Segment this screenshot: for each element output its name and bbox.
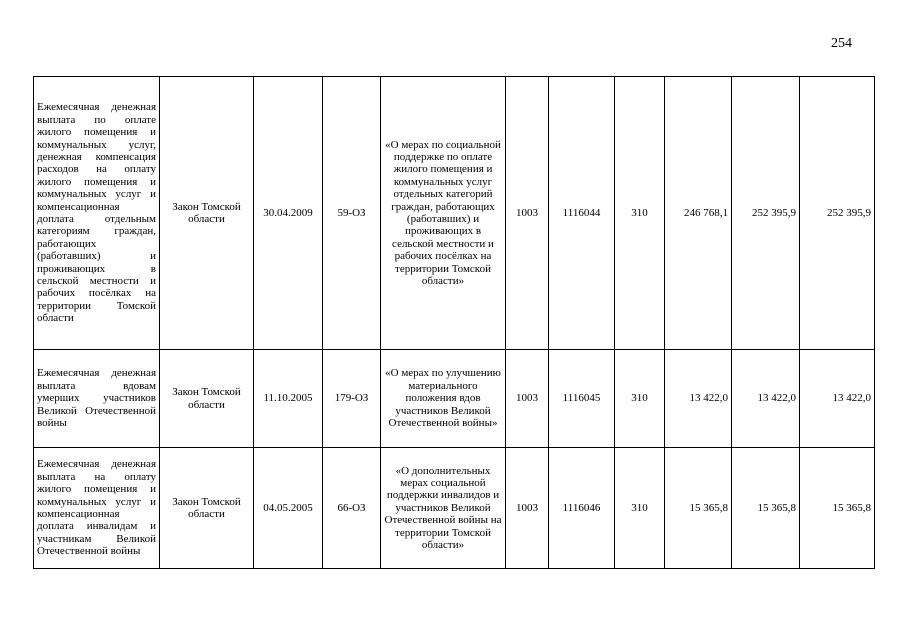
- measure-name-cell: Ежемесячная денежная выплата на оплату жилого помещения и коммунальных услуг и компенсационная доплата инвалидам и участникам Великой Отечественной войны: [34, 448, 160, 569]
- target-code-cell: 1116044: [549, 77, 615, 350]
- law-date-cell: 04.05.2005: [254, 448, 323, 569]
- target-code-cell: 1116045: [549, 350, 615, 448]
- expense-type-cell: 310: [615, 350, 665, 448]
- amount-1-cell: 13 422,0: [665, 350, 732, 448]
- law-title-cell: «О мерах по социальной поддержке по оплате жилого помещения и коммунальных услуг отдельных категорий граждан, работающих (работавших) и проживающих в сельской местности и рабочих посёлках на территории Томской области»: [381, 77, 506, 350]
- expense-type-cell: 310: [615, 448, 665, 569]
- amount-1-cell: 15 365,8: [665, 448, 732, 569]
- amount-3-cell: 252 395,9: [800, 77, 875, 350]
- law-number-cell: 59-ОЗ: [323, 77, 381, 350]
- law-type-cell: Закон Томской области: [160, 448, 254, 569]
- amount-2-cell: 13 422,0: [732, 350, 800, 448]
- expense-type-cell: 310: [615, 77, 665, 350]
- law-date-cell: 30.04.2009: [254, 77, 323, 350]
- amount-3-cell: 13 422,0: [800, 350, 875, 448]
- law-title-cell: «О мерах по улучшению материального положения вдов участников Великой Отечественной войны»: [381, 350, 506, 448]
- table-row: [34, 350, 875, 448]
- amount-2-cell: 15 365,8: [732, 448, 800, 569]
- table-row: [34, 448, 875, 569]
- page-number: 254: [831, 36, 852, 51]
- section-code-cell: 1003: [506, 350, 549, 448]
- target-code-cell: 1116046: [549, 448, 615, 569]
- law-type-cell: Закон Томской области: [160, 77, 254, 350]
- budget-table: [33, 76, 875, 569]
- law-number-cell: 66-ОЗ: [323, 448, 381, 569]
- amount-1-cell: 246 768,1: [665, 77, 732, 350]
- table-row: [34, 77, 875, 350]
- amount-3-cell: 15 365,8: [800, 448, 875, 569]
- law-number-cell: 179-ОЗ: [323, 350, 381, 448]
- measure-name-cell: Ежемесячная денежная выплата по оплате жилого помещения и коммунальных услуг, денежная компенсация расходов на оплату жилого помещения и коммунальных услуг и компенсационная доплата отдельным категориям граждан, работающих (работавших) и проживающих в сельской местности и рабочих посёлках на территории Томской области: [34, 77, 160, 350]
- section-code-cell: 1003: [506, 77, 549, 350]
- law-type-cell: Закон Томской области: [160, 350, 254, 448]
- measure-name-cell: Ежемесячная денежная выплата вдовам умерших участников Великой Отечественной войны: [34, 350, 160, 448]
- law-title-cell: «О дополнительных мерах социальной поддержки инвалидов и участников Великой Отечественной войны на территории Томской области»: [381, 448, 506, 569]
- section-code-cell: 1003: [506, 448, 549, 569]
- amount-2-cell: 252 395,9: [732, 77, 800, 350]
- law-date-cell: 11.10.2005: [254, 350, 323, 448]
